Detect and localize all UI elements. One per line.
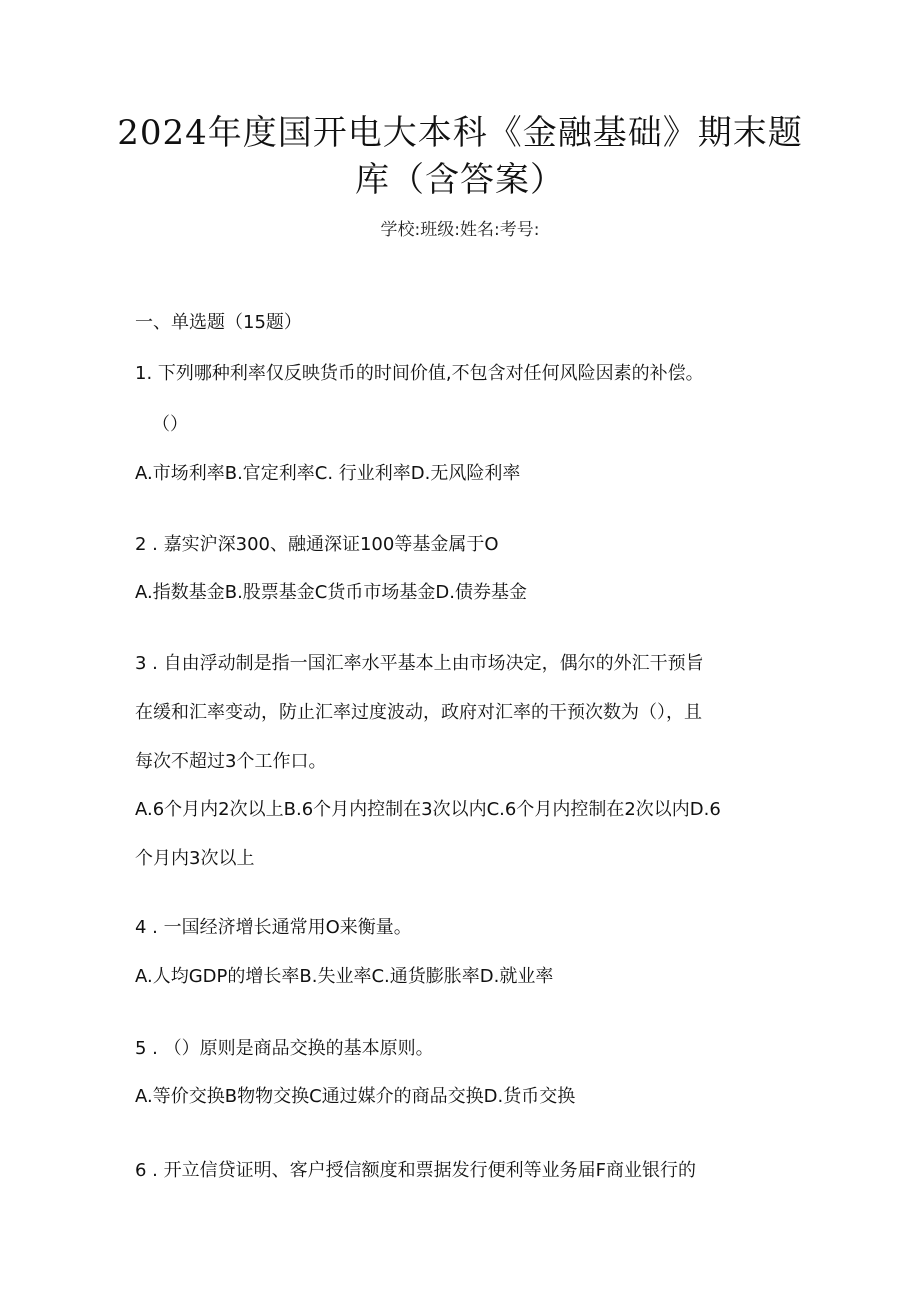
question-2-options: A.指数基金B.股票基金C货币市场基金D.债券基金 xyxy=(135,582,527,603)
question-3-stem-line-1: 3 . 自由浮动制是指一国汇率水平基本上由市场决定，偶尔的外汇干预旨 xyxy=(135,653,704,674)
question-1-stem-line-1: 1. 下列哪种利率仅反映货币的时间价值,不包含对任何风险因素的补偿。 xyxy=(135,363,704,384)
document-title-line-1: 2024年度国开电大本科《金融基础》期末题 xyxy=(117,113,803,153)
question-5-options: A.等价交换B物物交换C通过媒介的商品交换D.货币交换 xyxy=(135,1086,576,1107)
question-3-stem-line-3: 每次不超过3个工作口。 xyxy=(135,751,327,772)
question-4-options: A.人均GDP的增长率B.失业率C.通货膨胀率D.就业率 xyxy=(135,966,554,987)
question-1-stem-line-2: （） xyxy=(152,414,188,435)
document-title-line-2: 库（含答案） xyxy=(355,160,565,200)
question-4-stem: 4 . 一国经济增长通常用O来衡量。 xyxy=(135,917,412,938)
question-1-options: A.市场利率B.官定利率C. 行业利率D.无风险利率 xyxy=(135,463,521,484)
question-2-stem: 2 . 嘉实沪深300、融通深证100等基金属于O xyxy=(135,534,499,555)
section-heading: 一、单选题（15题） xyxy=(135,312,302,333)
question-3-options-line-1: A.6个月内2次以上B.6个月内控制在3次以内C.6个月内控制在2次以内D.6 xyxy=(135,799,721,820)
student-info-line: 学校:班级:姓名:考号: xyxy=(380,220,540,240)
question-6-stem-line-1: 6 . 开立信贷证明、客户授信额度和票据发行便利等业务届F商业银行的 xyxy=(135,1160,696,1181)
question-3-stem-line-2: 在缓和汇率变动，防止汇率过度波动，政府对汇率的干预次数为（），且 xyxy=(135,702,702,723)
question-5-stem: 5 . （）原则是商品交换的基本原则。 xyxy=(135,1038,434,1059)
question-3-options-line-2: 个月内3次以上 xyxy=(135,848,255,869)
